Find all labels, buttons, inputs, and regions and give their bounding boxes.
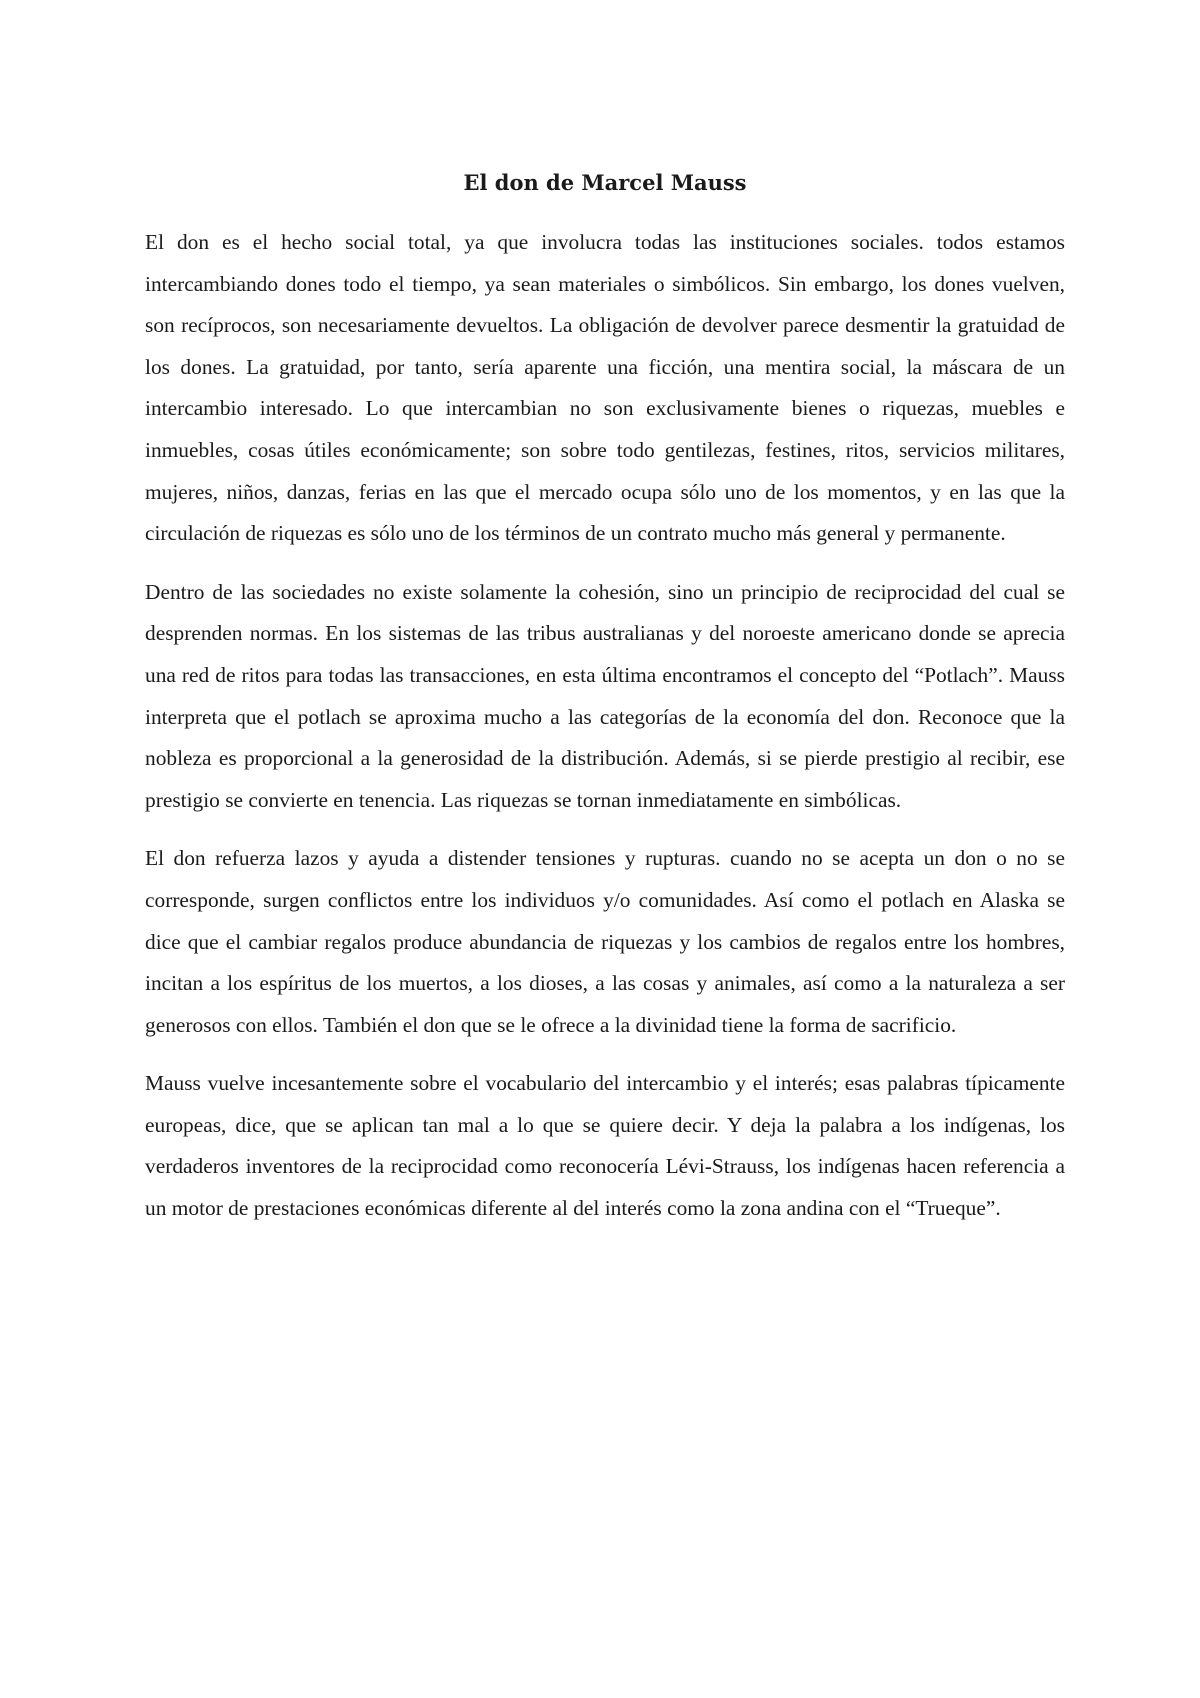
paragraph-4: Mauss vuelve incesantemente sobre el vocabulario del intercambio y el interés; esas palabras típicamente europeas, dice, que se aplican tan mal a lo que se quiere decir. Y deja la palabra a los indígenas, los verdaderos inventores de la reciprocidad como reconocería Lévi-Strauss, los indígenas hacen referencia a un motor de prestaciones económicas diferente al del interés como la zona andina con el “Trueque”. — [145, 1071, 1065, 1221]
paragraph-3: El don refuerza lazos y ayuda a distender tensiones y rupturas. cuando no se acepta un don o no se corresponde, surgen conflictos entre los individuos y/o comunidades. Así como el potlach en Alaska se dice que el cambiar regalos produce abundancia de riquezas y los cambios de regalos entre los hombres, incitan a los espíritus de los muertos, a los dioses, a las cosas y animales, así como a la naturaleza a ser generosos con ellos. También el don que se le ofrece a la divinidad tiene la forma de sacrificio. — [145, 846, 1065, 1037]
document-body — [145, 168, 1065, 1247]
paragraph-2: Dentro de las sociedades no existe solamente la cohesión, sino un principio de reciprocidad del cual se desprenden normas. En los sistemas de las tribus australianas y del noroeste americano donde se aprecia una red de ritos para todas las transacciones, en esta última encontramos el concepto del “Potlach”. Mauss interpreta que el potlach se aproxima mucho a las categorías de la economía del don. Reconoce que la nobleza es proporcional a la generosidad de la distribución. Además, si se pierde prestigio al recibir, ese prestigio se convierte en tenencia. Las riquezas se tornan inmediatamente en simbólicas. — [145, 579, 1065, 812]
paragraph-1: El don es el hecho social total, ya que involucra todas las instituciones sociales. todos estamos intercambiando dones todo el tiempo, ya sean materiales o simbólicos. Sin embargo, los dones vuelven, son recíprocos, son necesariamente devueltos. La obligación de devolver parece desmentir la gratuidad de los dones. La gratuidad, por tanto, sería aparente una ficción, una mentira social, la máscara de un intercambio interesado. Lo que intercambian no son exclusivamente bienes o riquezas, muebles e inmuebles, cosas útiles económicamente; son sobre todo gentilezas, festines, ritos, servicios militares, mujeres, niños, danzas, ferias en las que el mercado ocupa sólo uno de los momentos, y en las que la circulación de riquezas es sólo uno de los términos de un contrato mucho más general y permanente. — [145, 230, 1065, 546]
document-title: El don de Marcel Mauss — [463, 170, 747, 195]
